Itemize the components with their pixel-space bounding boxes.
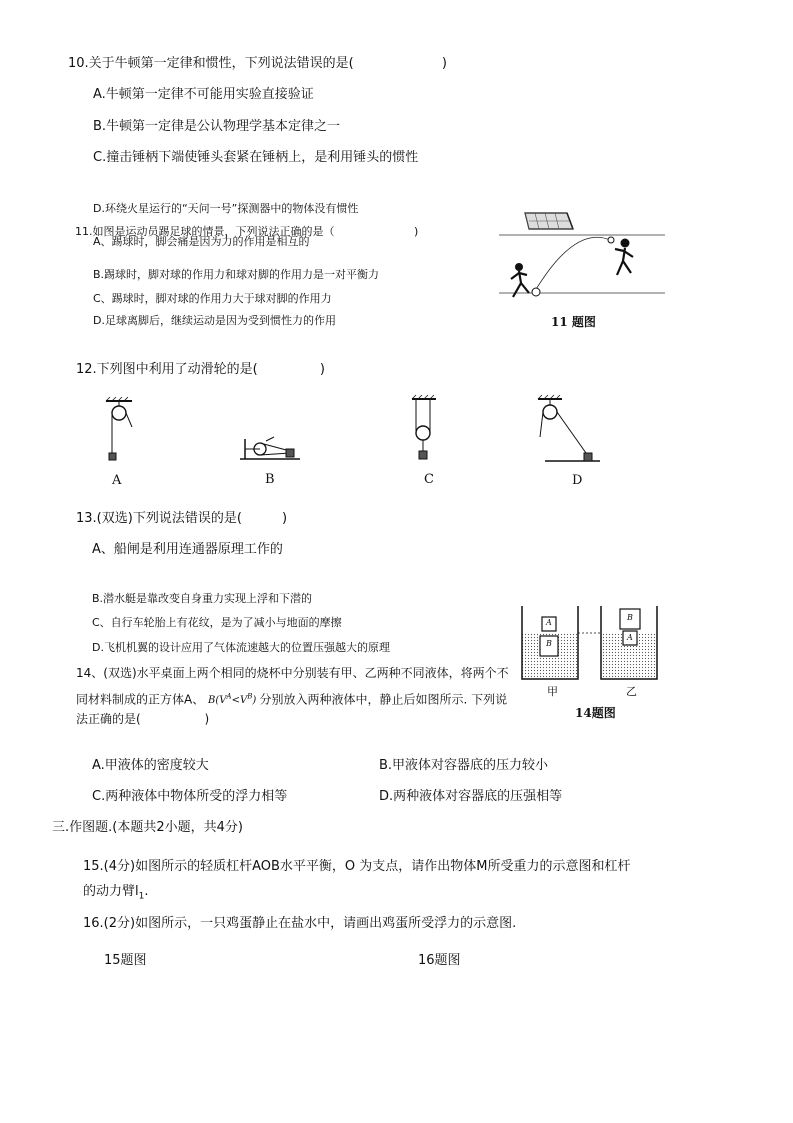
- q13-option-a: A、船闸是利用连通器原理工作的: [92, 542, 283, 557]
- q14-option-a: A.甲液体的密度较大: [92, 758, 209, 773]
- q10-stem-text: 10.关于牛顿第一定律和惯性，下列说法错误的是(: [68, 56, 354, 71]
- ball-trajectory: [535, 237, 610, 291]
- q10-bracket-close: ): [441, 56, 447, 71]
- q14-line3-text: 法正确的是(: [76, 712, 141, 726]
- pulley-a-icon: [106, 397, 132, 460]
- q14-formula-lt: <V: [231, 695, 248, 707]
- q14-formula-b: B(V: [208, 695, 227, 707]
- q14-formula-paren: ): [252, 695, 257, 707]
- q15-line1: 15.(4分)如图所示的轻质杠杆AOB水平平衡，O 为支点，请作出物体M所受重力的示意图和杠杆: [83, 859, 631, 874]
- q10-option-c: C.撞击锤柄下端使锤头套紧在锤柄上，是利用锤头的惯性: [93, 150, 419, 165]
- q12-label-c: C: [424, 472, 434, 487]
- q14-line2: [76, 689, 507, 709]
- q13-stem: [76, 511, 287, 527]
- pulley-c-icon: [412, 395, 436, 459]
- q13-option-d: D.飞机机翼的设计应用了气体流速越大的位置压强越大的原理: [92, 641, 390, 654]
- q16-figure-caption: 16题图: [418, 953, 461, 968]
- q14-line2-a: 同材料制成的正方体A、: [76, 692, 205, 707]
- q16-line1: 16.(2分)如图所示，一只鸡蛋静止在盐水中，请画出鸡蛋所受浮力的示意图.: [83, 916, 517, 931]
- q12-label-a: A: [112, 473, 122, 488]
- q15-line2-text: 的动力臂l: [83, 884, 139, 899]
- q11-bracket-close: ): [414, 225, 419, 238]
- q14-bracket-close: ): [204, 712, 210, 726]
- q10-option-b: B.牛顿第一定律是公认物理学基本定律之一: [93, 119, 341, 134]
- q12-figures: [90, 393, 610, 473]
- q14-line1: 14、(双选)水平桌面上两个相同的烧杯中分别装有甲、乙两种不同液体，将两个不: [76, 666, 509, 680]
- q14-option-c: C.两种液体中物体所受的浮力相等: [92, 789, 288, 804]
- section3-heading: 三.作图题.(本题共2小题，共4分): [52, 820, 243, 835]
- q13-stem-text: 13.(双选)下列说法错误的是(: [76, 511, 242, 526]
- block-label-b-yi: B: [627, 613, 633, 622]
- q11-figure-caption: 11 题图: [551, 315, 596, 329]
- q15-line2: [83, 884, 149, 905]
- q14-formula: [208, 695, 259, 706]
- q11-option-c: C、踢球时，脚对球的作用力大于球对脚的作用力: [93, 292, 332, 305]
- kicker-player-icon: [511, 263, 529, 297]
- q14-line3: [76, 711, 209, 727]
- q12-bracket-close: ): [319, 362, 325, 377]
- q10-stem: [68, 56, 447, 72]
- q14-option-d: D.两种液体对容器底的压强相等: [379, 789, 563, 804]
- q11-figure: [495, 205, 665, 307]
- q11-option-b: B.踢球时，脚对球的作用力和球对脚的作用力是一对平衡力: [93, 268, 380, 281]
- q12-stem-text: 12.下列图中利用了动滑轮的是(: [76, 362, 258, 377]
- beaker-label-jia: 甲: [547, 685, 558, 698]
- q11-stem-text: 11.如图是运动员踢足球的情景，下列说法正确的是（: [75, 225, 335, 238]
- q14-line2-b: 分别放入两种液体中，静止后如图所示. 下列说: [259, 692, 508, 707]
- q15-line2-sub: 1: [138, 891, 145, 902]
- q12-label-d: D: [572, 473, 583, 488]
- ball-in-air-icon: [608, 237, 614, 243]
- q14-formula-sup-a: A: [226, 693, 232, 701]
- q13-option-b: B.潜水艇是靠改变自身重力实现上浮和下潜的: [92, 592, 313, 605]
- block-label-a-jia: A: [546, 618, 552, 627]
- q15-figure-caption: 15题图: [104, 953, 147, 968]
- q14-option-b: B.甲液体对容器底的压力较小: [379, 758, 549, 773]
- q15-line2-end: .: [144, 884, 149, 899]
- beaker-label-yi: 乙: [626, 685, 637, 698]
- pulley-d-icon: [538, 395, 600, 461]
- q14-formula-sup-b: B: [247, 693, 253, 701]
- q14-figure: [515, 600, 665, 690]
- runner-player-icon: [615, 239, 633, 276]
- q12-stem: [76, 362, 325, 378]
- q11-option-d: D.足球离脚后，继续运动是因为受到惯性力的作用: [93, 314, 336, 327]
- q10-option-a: A.牛顿第一定律不可能用实验直接验证: [93, 87, 314, 102]
- q11-option-a: A、踢球时，脚会痛是因为力的作用是相互的: [93, 235, 310, 248]
- q14-figure-caption: 14题图: [575, 706, 616, 720]
- q12-label-b: B: [265, 472, 275, 487]
- q13-option-c: C、自行车轮胎上有花纹，是为了减小与地面的摩擦: [92, 616, 342, 629]
- football-icon: [532, 288, 540, 296]
- block-label-b-jia: B: [546, 639, 552, 648]
- goal-net-icon: [525, 213, 573, 229]
- q13-bracket-close: ): [282, 511, 288, 526]
- block-label-a-yi: A: [627, 633, 633, 642]
- q10-option-d: D.环绕火星运行的“天问一号”探测器中的物体没有惯性: [93, 202, 359, 215]
- pulley-b-icon: [240, 437, 300, 459]
